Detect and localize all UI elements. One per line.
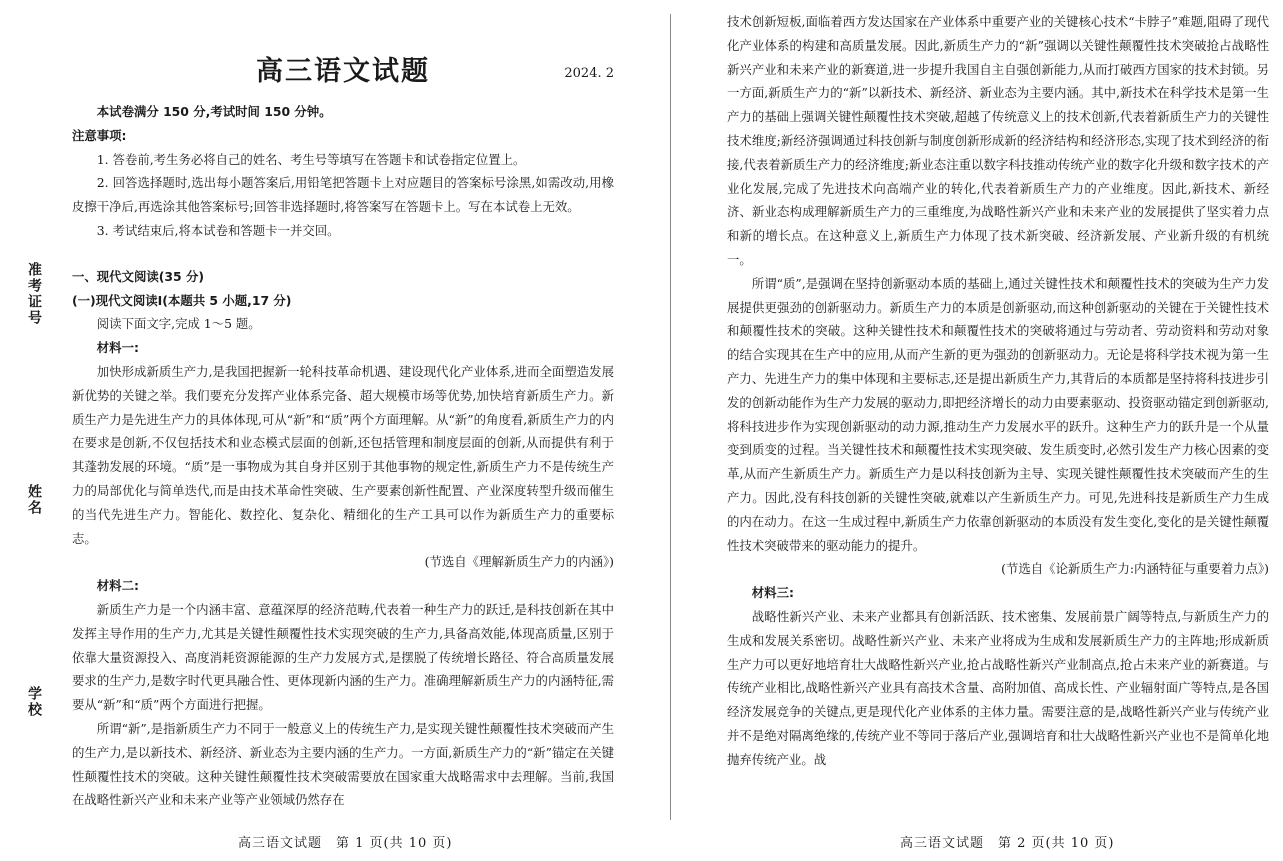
page-divider xyxy=(670,14,671,820)
material-2-source: (节选自《论新质生产力:内涵特征与重要着力点》) xyxy=(1001,561,1269,577)
page-2 xyxy=(727,10,1269,822)
material-1-heading: 材料一: xyxy=(96,340,139,356)
page-1 xyxy=(72,54,614,824)
title-row xyxy=(72,54,614,94)
name-label: 姓名 xyxy=(26,484,42,516)
material-3-heading: 材料三: xyxy=(751,585,794,601)
reading-instruction: 阅读下面文字,完成 1～5 题。 xyxy=(96,316,261,332)
material-1-source: (节选自《理解新质生产力的内涵》) xyxy=(424,554,614,570)
school-label: 学校 xyxy=(26,686,42,718)
notice-item-1: 1. 答卷前,考生务必将自己的姓名、考生号等填写在答题卡和试卷指定位置上。 xyxy=(96,151,526,167)
material-1-text: 加快形成新质生产力,是我国把握新一轮科技革命机遇、建设现代化产业体系,进而全面塑造发展新优势的关键之举。我们要充分发挥产业体系完备、超大规模市场等优势,加快培育新质生产力。新质生产力是先进生产力的具体体现,可从“新”和“质”两个方面理解。从“新”的角度看,新质生产力的内在要求是创新,不仅包括技术和业态模式层面的创新,还包括管理和制度层面的创新,从而提供有利于其蓬勃发展的环境。“质”是一事物成为其自身并区别于其他事物的规定性,新质生产力不是传统生产力的局部优化与简单迭代,而是由技术革命性突破、生产要素创新性配置、产业深度转型升级而催生的当代先进生产力。智能化、数控化、复杂化、精细化的生产工具可以作为新质生产力的重要标志。 xyxy=(72,363,614,546)
page-1-footer: 高三语文试题 第 1 页(共 10 页) xyxy=(238,836,453,851)
section-heading: 一、现代文阅读(35 分) xyxy=(72,268,205,284)
subsection-heading: (一)现代文阅读Ⅰ(本题共 5 小题,17 分) xyxy=(72,292,292,308)
notice-heading: 注意事项: xyxy=(72,127,127,143)
notice-item-3: 3. 考试结束后,将本试卷和答题卡一并交回。 xyxy=(96,222,340,238)
material-3-text: 战略性新兴产业、未来产业都具有创新活跃、技术密集、发展前景广阔等特点,与新质生产力的生成和发展关系密切。战略性新兴产业、未来产业将成为生成和发展新质生产力的主阵地;形成新质生产力可以更好地培育壮大战略性新兴产业,抢占战略性新兴产业制高点,抢占未来产业的新赛道。与传统产业相比,战略性新兴产业具有高技术含量、高附加值、高成长性、产业辐射面广等特点,是各国经济发展竞争的关键点,更是现代化产业体系的主体力量。需要注意的是,战略性新兴产业与传统产业并不是绝对隔离绝缘的,传统产业不等同于落后产业,强调培育和壮大战略性新兴产业也不是简单化地抛弃传统产业。战 xyxy=(727,608,1269,767)
material-2-heading: 材料二: xyxy=(96,578,139,594)
exam-id-label: 准考证号 xyxy=(26,262,42,326)
page-2-paragraph-1: 技术创新短板,面临着西方发达国家在产业体系中重要产业的关键核心技术“卡脖子”难题,阻碍了现代化产业体系的构建和高质量发展。因此,新质生产力的“新”强调以关键性颠覆性技术突破抢占战略性新兴产业和未来产业的新赛道,进一步提升我国自主自强创新能力,从而打破西方国家的技术封锁。另一方面,新质生产力的“新”以新技术、新经济、新业态为主要内涵。其中,新技术在科学技术是第一生产力的基础上强调关键性颠覆性技术突破,超越了传统意义上的技术创新,代表着新质生产力的关键性技术维度;新经济强调通过科技创新与制度创新形成新的经济结构和经济形态,实现了技术到经济的衔接,代表着新质生产力的经济维度;新业态注重以数字科技推动传统产业的数字化升级和数字技术的产业化发展,完成了先进技术向高端产业的转化,代表着新质生产力的产业维度。因此,新技术、新经济、新业态构成理解新质生产力的三重维度,为战略性新兴产业和未来产业的发展提供了坚实着力点和新的增长点。在这种意义上,新质生产力体现了技术新突破、经济新发展、产业新升级的有机统一。 xyxy=(727,14,1269,267)
material-2-paragraph-2: 所谓“新”,是指新质生产力不同于一般意义上的传统生产力,是实现关键性颠覆性技术突破而产生的生产力,是以新技术、新经济、新业态为主要内涵的生产力。一方面,新质生产力的“新”锚定在关键性颠覆性技术的突破。这种关键性颠覆性技术突破需要放在国家重大战略需求中去理解。当前,我国在战略性新兴产业和未来产业等产业领域仍然存在 xyxy=(72,720,614,808)
material-2-paragraph-1: 新质生产力是一个内涵丰富、意蕴深厚的经济范畴,代表着一种生产力的跃迁,是科技创新在其中发挥主导作用的生产力,尤其是关键性颠覆性技术实现突破的生产力,具备高效能,体现高质量,区别于依靠大量资源投入、高度消耗资源能源的生产力发展方式,是摆脱了传统增长路径、符合高质量发展要求的生产力,是数字时代更具融合性、更体现新内涵的生产力。准确理解新质生产力的内涵特征,需要从“新”和“质”两个方面进行把握。 xyxy=(72,601,614,713)
page-2-paragraph-2: 所谓“质”,是强调在坚持创新驱动本质的基础上,通过关键性技术和颠覆性技术的突破为生产力发展提供更强劲的创新驱动力。新质生产力的本质是创新驱动,而这种创新驱动的关键在于关键性技术和颠覆性技术的突破。这种关键性技术和颠覆性技术的突破将通过与劳动者、劳动资料和劳动对象的结合实现其在生产中的应用,从而产生新的更为强劲的创新驱动力。无论是将科学技术视为第一生产力、先进生产力的集中体现和主要标志,还是提出新质生产力,其背后的本质都是坚持将科技进步引发的创新动能作为生产力发展的驱动力,即把经济增长的动力由要素驱动、投资驱动锚定到创新驱动,将科技进步作为实现创新驱动的动力源,推动生产力发展水平的跃升。这种生产力的跃升是一个从量变到质变的过程。当关键性技术和颠覆性技术实现突破、发生质变时,必然引发生产力核心因素的变革,从而产生新质生产力。新质生产力是以科技创新为主导、实现关键性颠覆性技术突破而产生的生产力。因此,没有科技创新的关键性突破,就难以产生新质生产力。可见,先进科技是新质生产力生成的内在动力。在这一生成过程中,新质生产力依靠创新驱动的本质没有发生变化,变化的是关键性颠覆性技术突破带来的驱动能力的提升。 xyxy=(727,275,1269,553)
exam-date: 2024. 2 xyxy=(564,66,614,81)
score-info: 本试卷满分 150 分,考试时间 150 分钟。 xyxy=(96,104,332,119)
exam-title: 高三语文试题 xyxy=(256,56,430,87)
notice-item-2: 2. 回答选择题时,选出每小题答案后,用铅笔把答题卡上对应题目的答案标号涂黑,如需改动,用橡皮擦干净后,再选涂其他答案标号;回答非选择题时,将答案写在答题卡上。写在本试卷上无效。 xyxy=(72,175,614,215)
page-2-footer: 高三语文试题 第 2 页(共 10 页) xyxy=(900,836,1115,851)
